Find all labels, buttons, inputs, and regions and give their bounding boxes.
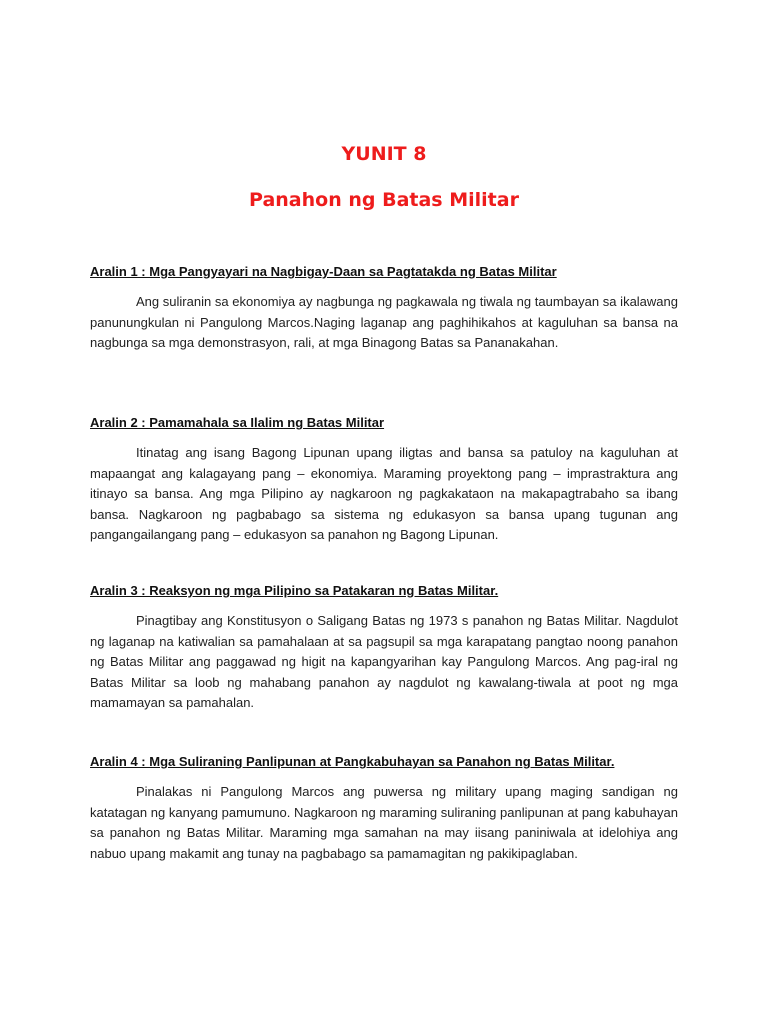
main-title: Panahon ng Batas Militar: [249, 189, 519, 211]
lesson-paragraph: Pinalakas ni Pangulong Marcos ang puwersa ng military upang maging sandigan ng katatagan ng kanyang pamumuno. Nagkaroon ng maraming suliraning panlipunan at pang kabuhayan sa panahon ng Batas Militar. Maraming mga samahan na may iisang paniniwala at idelohiya ang nabuo upang makamit ang tunay na pagbabago sa pamamagitan ng pakikipaglaban.: [90, 784, 678, 861]
lesson-section-1: [90, 264, 678, 354]
lesson-heading: Aralin 4 : Mga Suliraning Panlipunan at Pangkabuhayan sa Panahon ng Batas Militar.: [90, 754, 615, 769]
lesson-section-4: [90, 754, 678, 864]
lesson-heading: Aralin 3 : Reaksyon ng mga Pilipino sa Patakaran ng Batas Militar.: [90, 583, 499, 598]
lesson-section-3: [90, 583, 678, 714]
lesson-paragraph: Ang suliranin sa ekonomiya ay nagbunga ng pagkawala ng tiwala ng taumbayan sa ikalawang panunungkulan ni Pangulong Marcos.Naging laganap ang paghihikahos at kaguluhan sa bansa na nagbunga sa mga demonstrasyon, rali, at mga Binagong Batas sa Pananakahan.: [90, 294, 678, 350]
lesson-heading: Aralin 1 : Mga Pangyayari na Nagbigay-Daan sa Pagtatakda ng Batas Militar: [90, 264, 557, 279]
unit-title: YUNIT 8: [341, 143, 427, 165]
lesson-paragraph: Itinatag ang isang Bagong Lipunan upang iligtas and bansa sa patuloy na kaguluhan at mapaangat ang kalagayang pang – ekonomiya. Maraming proyektong pang – imprastraktura ang itinayo sa bansa. Ang mga Pilipino ay nagkaroon ng pagkakataon na makapagtrabaho sa ibang bansa. Nagkaroon ng pagbabago sa sistema ng edukasyon sa bansa upang tugunan ang pangangailangang pang – edukasyon sa panahon ng Bagong Lipunan.: [90, 445, 678, 542]
lesson-paragraph: Pinagtibay ang Konstitusyon o Saligang Batas ng 1973 s panahon ng Batas Militar. Nagdulot ng laganap na katiwalian sa pamahalaan at sa pagsupil sa mga karapatang pangtao noong panahon ng Batas Militar ang paggawad ng higit na kapangyarihan kay Pangulong Marcos. Ang pag-iral ng Batas Militar sa loob ng mahabang panahon ay nagdulot ng kawalang-tiwala at poot ng mga mamamayan sa pamahalan.: [90, 613, 678, 710]
lesson-heading: Aralin 2 : Pamamahala sa Ilalim ng Batas Militar: [90, 415, 385, 430]
lesson-section-2: [90, 415, 678, 546]
